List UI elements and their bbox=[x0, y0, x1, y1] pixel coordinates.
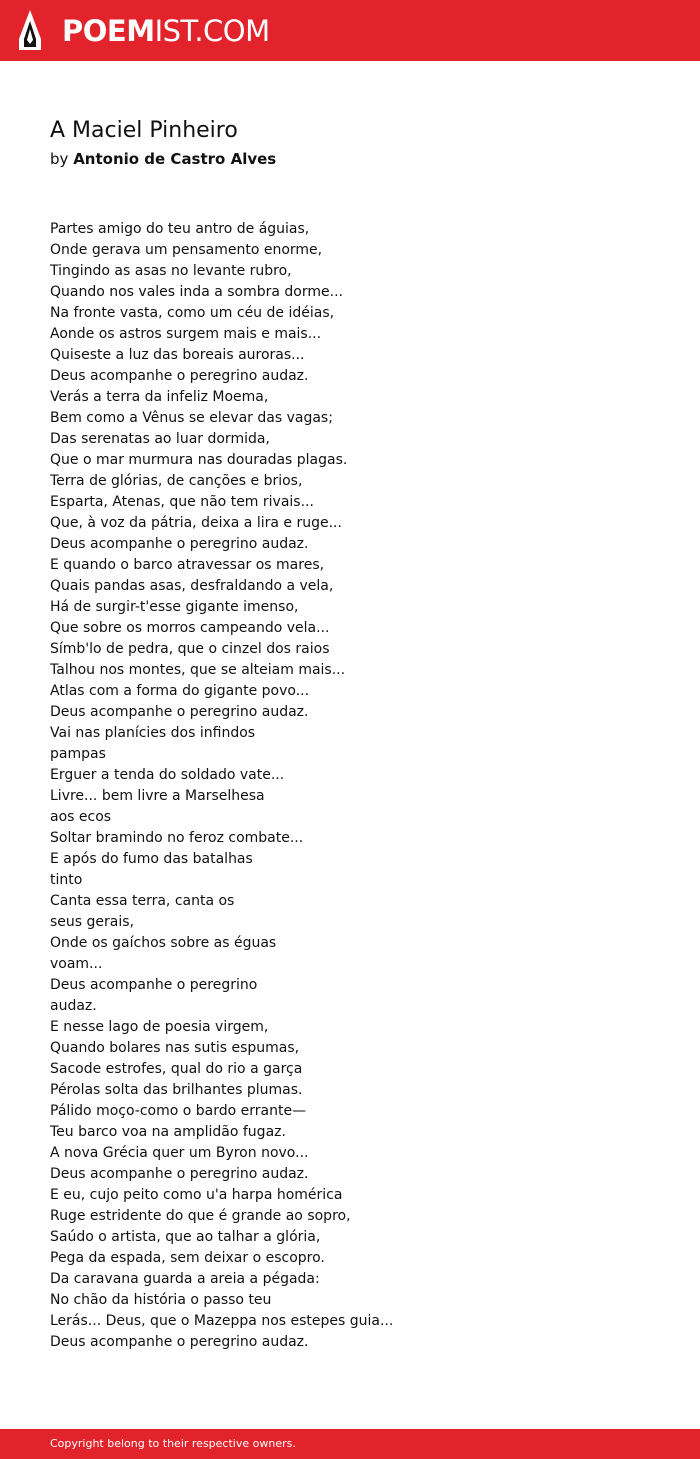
poem-line: Terra de glórias, de canções e brios, bbox=[50, 473, 303, 489]
poem-line: aos ecos bbox=[50, 809, 112, 825]
poem-line: Há de surgir-t'esse gigante imenso, bbox=[50, 599, 299, 615]
poem-line: Erguer a tenda do soldado vate... bbox=[50, 767, 285, 783]
site-header bbox=[0, 0, 700, 61]
poem-line: Da caravana guarda a areia a pégada: bbox=[50, 1271, 320, 1287]
poem-line: Quando nos vales inda a sombra dorme... bbox=[50, 284, 343, 300]
poem-line: E quando o barco atravessar os mares, bbox=[50, 557, 325, 573]
poem-line: A nova Grécia quer um Byron novo... bbox=[50, 1145, 309, 1161]
poem-line: Atlas com a forma do gigante povo... bbox=[50, 683, 310, 699]
poem-line: Que, à voz da pátria, deixa a lira e ruge... bbox=[50, 515, 342, 531]
poem-line: Canta essa terra, canta os bbox=[50, 893, 235, 909]
poem-line: Deus acompanhe o peregrino audaz. bbox=[50, 704, 309, 720]
poem-line: Partes amigo do teu antro de águias, bbox=[50, 221, 310, 237]
poem-line: Símb'lo de pedra, que o cinzel dos raios bbox=[50, 641, 330, 657]
poem-line: Pega da espada, sem deixar o escopro. bbox=[50, 1250, 325, 1266]
poem-body bbox=[50, 219, 393, 1353]
poem-author[interactable]: Antonio de Castro Alves bbox=[73, 150, 277, 168]
site-logo[interactable] bbox=[62, 12, 270, 50]
poem-line: Quando bolares nas sutis espumas, bbox=[50, 1040, 300, 1056]
poem-line: Onde os gaíchos sobre as éguas bbox=[50, 935, 277, 951]
poem-line: voam... bbox=[50, 956, 103, 972]
poem-line: Onde gerava um pensamento enorme, bbox=[50, 242, 323, 258]
poem-line: Livre... bem livre a Marselhesa bbox=[50, 788, 265, 804]
poem-line: Saúdo o artista, que ao talhar a glória, bbox=[50, 1229, 321, 1245]
poem-line: Esparta, Atenas, que não tem rivais... bbox=[50, 494, 314, 510]
poem-title: A Maciel Pinheiro bbox=[50, 118, 238, 143]
poem-line: Pálido moço-como o bardo errante— bbox=[50, 1103, 307, 1119]
poem-line: Verás a terra da infeliz Moema, bbox=[50, 389, 269, 405]
poem-line: seus gerais, bbox=[50, 914, 134, 930]
poem-line: Tingindo as asas no levante rubro, bbox=[50, 263, 292, 279]
poem-line: Teu barco voa na amplidão fugaz. bbox=[50, 1124, 286, 1140]
poem-line: tinto bbox=[50, 872, 83, 888]
poem-line: Deus acompanhe o peregrino audaz. bbox=[50, 536, 309, 552]
poem-line: Deus acompanhe o peregrino bbox=[50, 977, 258, 993]
poem-line: Quais pandas asas, desfraldando a vela, bbox=[50, 578, 334, 594]
poem-line: Deus acompanhe o peregrino audaz. bbox=[50, 1334, 309, 1350]
poem-line: No chão da história o passo teu bbox=[50, 1292, 272, 1308]
by-label: by bbox=[50, 150, 69, 168]
poem-line: audaz. bbox=[50, 998, 97, 1014]
poem-line: Vai nas planícies dos infindos bbox=[50, 725, 256, 741]
logo-light-text: IST.COM bbox=[154, 14, 270, 48]
poem-line: Aonde os astros surgem mais e mais... bbox=[50, 326, 322, 342]
poem-line: Lerás... Deus, que o Mazeppa nos estepes guia... bbox=[50, 1313, 394, 1329]
poem-line: Quiseste a luz das boreais auroras... bbox=[50, 347, 305, 363]
poem-line: E após do fumo das batalhas bbox=[50, 851, 253, 867]
poem-line: pampas bbox=[50, 746, 106, 762]
poem-line: Sacode estrofes, qual do rio a garça bbox=[50, 1061, 303, 1077]
poem-line: Que o mar murmura nas douradas plagas. bbox=[50, 452, 348, 468]
poem-line: Talhou nos montes, que se alteiam mais... bbox=[50, 662, 346, 678]
poem-line: Na fronte vasta, como um céu de idéias, bbox=[50, 305, 335, 321]
poem-line: Soltar bramindo no feroz combate... bbox=[50, 830, 304, 846]
copyright-text: Copyright belong to their respective owners. bbox=[50, 1437, 296, 1450]
poem-line: Que sobre os morros campeando vela... bbox=[50, 620, 330, 636]
poem-line: E eu, cujo peito como u'a harpa homérica bbox=[50, 1187, 343, 1203]
poem-line: Pérolas solta das brilhantes plumas. bbox=[50, 1082, 303, 1098]
site-footer bbox=[0, 1429, 700, 1459]
pen-nib-icon[interactable] bbox=[17, 9, 43, 51]
poem-line: E nesse lago de poesia virgem, bbox=[50, 1019, 269, 1035]
poem-line: Deus acompanhe o peregrino audaz. bbox=[50, 368, 309, 384]
poem-line: Das serenatas ao luar dormida, bbox=[50, 431, 270, 447]
poem-line: Ruge estridente do que é grande ao sopro, bbox=[50, 1208, 351, 1224]
poem-byline bbox=[50, 148, 276, 170]
poem-line: Deus acompanhe o peregrino audaz. bbox=[50, 1166, 309, 1182]
logo-bold-text: POEM bbox=[62, 14, 155, 48]
poem-line: Bem como a Vênus se elevar das vagas; bbox=[50, 410, 333, 426]
